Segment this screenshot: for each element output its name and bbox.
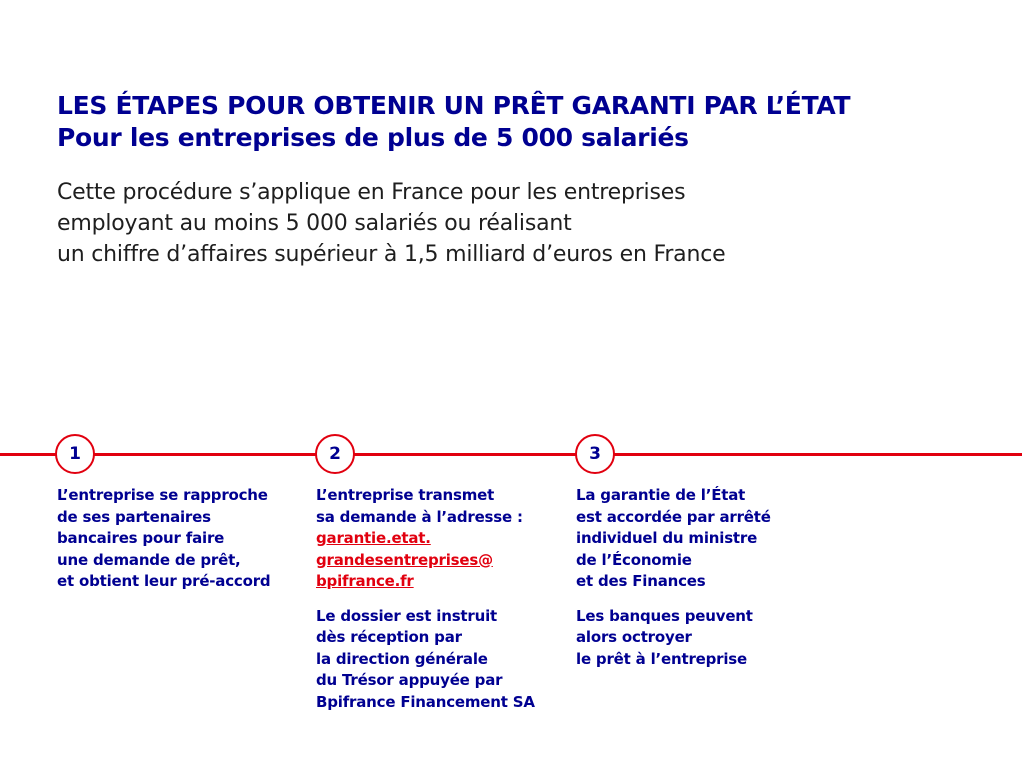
step-line: la direction générale: [316, 649, 488, 668]
intro-paragraph: [57, 177, 957, 270]
step-2-number: 2: [315, 434, 355, 474]
step-2-description: [316, 485, 566, 593]
step-line: Les banques peuvent: [576, 606, 753, 625]
step-line: sa demande à l’adresse :: [316, 507, 523, 526]
email-line: bpifrance.fr: [316, 572, 414, 590]
step-3-text: [576, 485, 826, 683]
step-1-number: 1: [55, 434, 95, 474]
step-line: Bpifrance Financement SA: [316, 692, 535, 711]
intro-line: employant au moins 5 000 salariés ou réalisant: [57, 211, 572, 236]
step-line: une demande de prêt,: [57, 550, 241, 569]
step-line: de l’Économie: [576, 550, 692, 569]
email-line: grandesentreprises@: [316, 550, 493, 569]
step-line: est accordée par arrêté: [576, 507, 771, 526]
step-3-note: [576, 606, 826, 671]
step-2-note: [316, 606, 566, 714]
step-line: du Trésor appuyée par: [316, 671, 503, 689]
timeline-line: [0, 453, 1022, 456]
step-line: L’entreprise transmet: [316, 486, 495, 504]
step-line: le prêt à l’entreprise: [576, 649, 747, 668]
step-1-text: [57, 485, 307, 606]
step-line: dès réception par: [316, 628, 462, 646]
step-line: Le dossier est instruit: [316, 606, 497, 625]
step-1-description: [57, 485, 307, 593]
email-link[interactable]: [316, 528, 566, 593]
email-line: garantie.etat.: [316, 529, 431, 547]
step-line: L’entreprise se rapproche: [57, 486, 268, 504]
intro-line: Cette procédure s’applique en France pour les entreprises: [57, 180, 686, 205]
step-line: de ses partenaires: [57, 507, 211, 526]
step-3-number: 3: [575, 434, 615, 474]
page-subtitle: Pour les entreprises de plus de 5 000 salariés: [57, 123, 689, 152]
step-line: et des Finances: [576, 572, 706, 590]
step-line: bancaires pour faire: [57, 529, 225, 547]
intro-line: un chiffre d’affaires supérieur à 1,5 milliard d’euros en France: [57, 242, 726, 267]
step-2-text: [316, 485, 566, 726]
step-line: individuel du ministre: [576, 529, 758, 547]
step-3-description: [576, 485, 826, 593]
step-line: alors octroyer: [576, 628, 692, 646]
page-title: LES ÉTAPES POUR OBTENIR UN PRÊT GARANTI PAR L’ÉTAT: [57, 91, 851, 120]
step-line: La garantie de l’État: [576, 486, 746, 504]
step-line: et obtient leur pré-accord: [57, 572, 271, 590]
